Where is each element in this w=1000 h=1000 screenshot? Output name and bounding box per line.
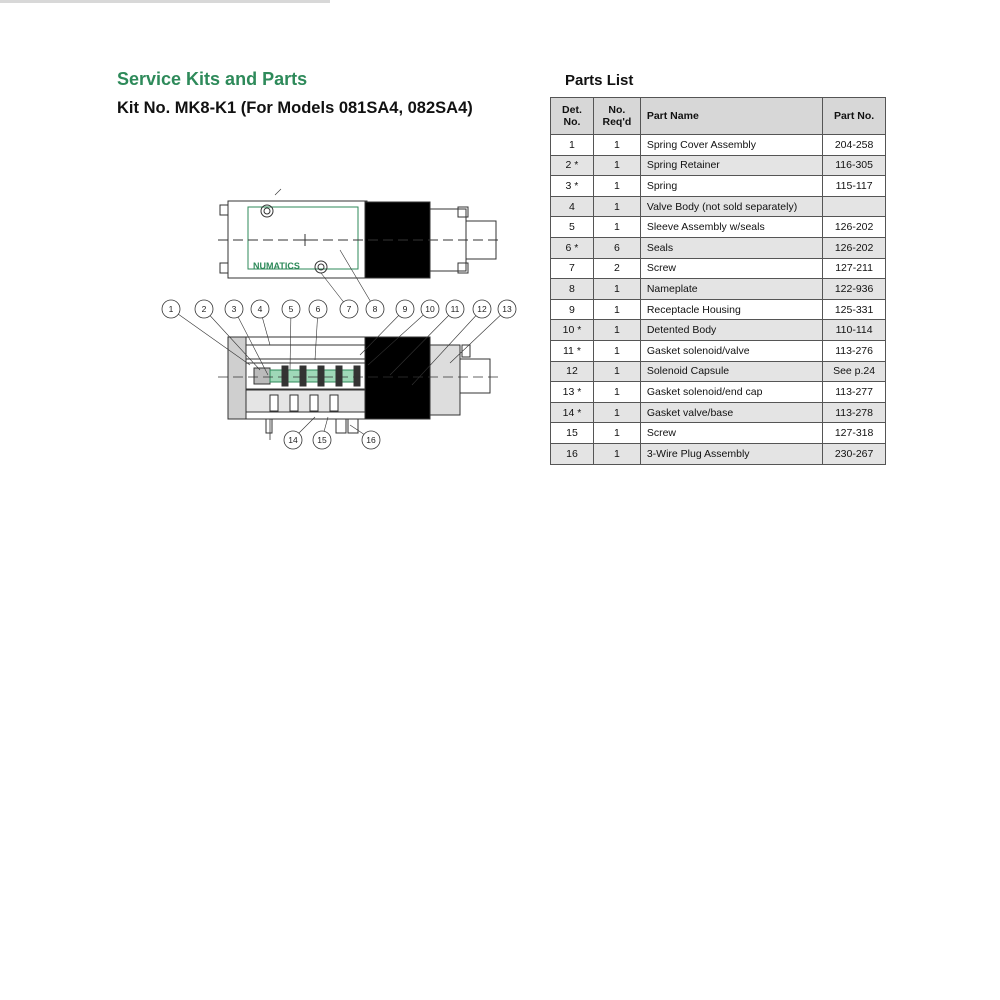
cell-name: Receptacle Housing [640,299,822,320]
table-row [551,320,886,341]
cell-det: 16 [551,443,594,464]
svg-text:9: 9 [402,304,408,314]
cell-det: 4 [551,196,594,217]
cell-name: Spring Retainer [640,155,822,176]
cell-req: 1 [593,320,640,341]
cell-det: 2 * [551,155,594,176]
cell-det: 6 * [551,237,594,258]
callout-10 [421,300,439,318]
cell-name: Gasket valve/base [640,402,822,423]
cell-det: 9 [551,299,594,320]
cell-part [823,196,886,217]
cell-part: 230-267 [823,443,886,464]
callout-6 [309,300,327,318]
callout-13 [498,300,516,318]
cell-name: Screw [640,258,822,279]
cell-name: Spring Cover Assembly [640,135,822,156]
callout-9 [396,300,414,318]
callout-5 [282,300,300,318]
cell-part: 115-117 [823,176,886,197]
kit-subtitle: Kit No. MK8-K1 (For Models 081SA4, 082SA4) [117,99,473,117]
cell-det: 3 * [551,176,594,197]
callout-16 [362,431,380,449]
cell-name: 3-Wire Plug Assembly [640,443,822,464]
svg-text:13: 13 [502,304,512,314]
callout-7 [340,300,358,318]
table-row [551,443,886,464]
cell-req: 1 [593,217,640,238]
table-row [551,382,886,403]
svg-text:5: 5 [288,304,294,314]
svg-text:2: 2 [201,304,207,314]
svg-text:12: 12 [477,304,487,314]
cell-name: Gasket solenoid/end cap [640,382,822,403]
callout-3 [225,300,243,318]
valve-section-view [218,337,500,440]
cell-part: 110-114 [823,320,886,341]
svg-text:3: 3 [231,304,237,314]
svg-text:10: 10 [425,304,435,314]
svg-text:15: 15 [317,435,327,445]
cell-det: 15 [551,423,594,444]
cell-part: 126-202 [823,217,886,238]
svg-text:6: 6 [315,304,321,314]
cell-det: 10 * [551,320,594,341]
cell-part: 113-277 [823,382,886,403]
svg-text:1: 1 [168,304,174,314]
parts-list-title: Parts List [565,72,634,89]
cell-req: 2 [593,258,640,279]
parts-list-body [551,135,886,465]
cell-name: Detented Body [640,320,822,341]
cell-part: 113-276 [823,340,886,361]
brand-label: NUMATICS [253,261,300,271]
cell-name: Gasket solenoid/valve [640,340,822,361]
table-row [551,279,886,300]
cell-req: 1 [593,340,640,361]
cell-part: 204-258 [823,135,886,156]
cell-name: Solenoid Capsule [640,361,822,382]
svg-text:11: 11 [450,304,460,314]
cell-req: 1 [593,279,640,300]
cell-det: 1 [551,135,594,156]
table-row [551,196,886,217]
cell-name: Sleeve Assembly w/seals [640,217,822,238]
cell-req: 1 [593,402,640,423]
col-det-no: Det. No. [551,98,594,135]
cell-det: 8 [551,279,594,300]
cell-req: 1 [593,135,640,156]
svg-text:16: 16 [366,435,376,445]
cell-req: 6 [593,237,640,258]
cell-req: 1 [593,382,640,403]
cell-req: 1 [593,176,640,197]
cell-part: 125-331 [823,299,886,320]
table-row [551,176,886,197]
table-row [551,155,886,176]
col-part-name: Part Name [640,98,822,135]
table-row [551,402,886,423]
table-row [551,299,886,320]
callout-11 [446,300,464,318]
table-row [551,258,886,279]
top-rule [0,0,330,3]
callout-1 [162,300,180,318]
cell-det: 12 [551,361,594,382]
cell-name: Screw [640,423,822,444]
table-row [551,135,886,156]
table-row [551,237,886,258]
callout-14 [284,431,302,449]
table-row [551,340,886,361]
valve-exploded-diagram [150,185,530,455]
table-row [551,217,886,238]
svg-text:4: 4 [257,304,263,314]
callout-12 [473,300,491,318]
cell-req: 1 [593,155,640,176]
cell-name: Seals [640,237,822,258]
col-no-reqd: No. Req'd [593,98,640,135]
callout-15 [313,431,331,449]
callout-2 [195,300,213,318]
parts-list-table [550,97,886,465]
callout-4 [251,300,269,318]
svg-text:14: 14 [288,435,298,445]
cell-name: Spring [640,176,822,197]
cell-name: Valve Body (not sold separately) [640,196,822,217]
table-row [551,361,886,382]
table-row [551,423,886,444]
cell-det: 5 [551,217,594,238]
svg-text:7: 7 [346,304,352,314]
page-title: Service Kits and Parts [117,69,308,89]
cell-det: 11 * [551,340,594,361]
cell-det: 7 [551,258,594,279]
cell-req: 1 [593,443,640,464]
cell-part: 116-305 [823,155,886,176]
cell-req: 1 [593,196,640,217]
cell-det: 14 * [551,402,594,423]
cell-det: 13 * [551,382,594,403]
cell-part: 127-318 [823,423,886,444]
cell-req: 1 [593,423,640,444]
cell-part: 126-202 [823,237,886,258]
cell-req: 1 [593,299,640,320]
col-part-no: Part No. [823,98,886,135]
cell-part: 122-936 [823,279,886,300]
cell-part: See p.24 [823,361,886,382]
svg-text:8: 8 [372,304,378,314]
cell-part: 113-278 [823,402,886,423]
cell-name: Nameplate [640,279,822,300]
cell-part: 127-211 [823,258,886,279]
table-header-row [551,98,886,135]
cell-req: 1 [593,361,640,382]
callout-8 [366,300,384,318]
